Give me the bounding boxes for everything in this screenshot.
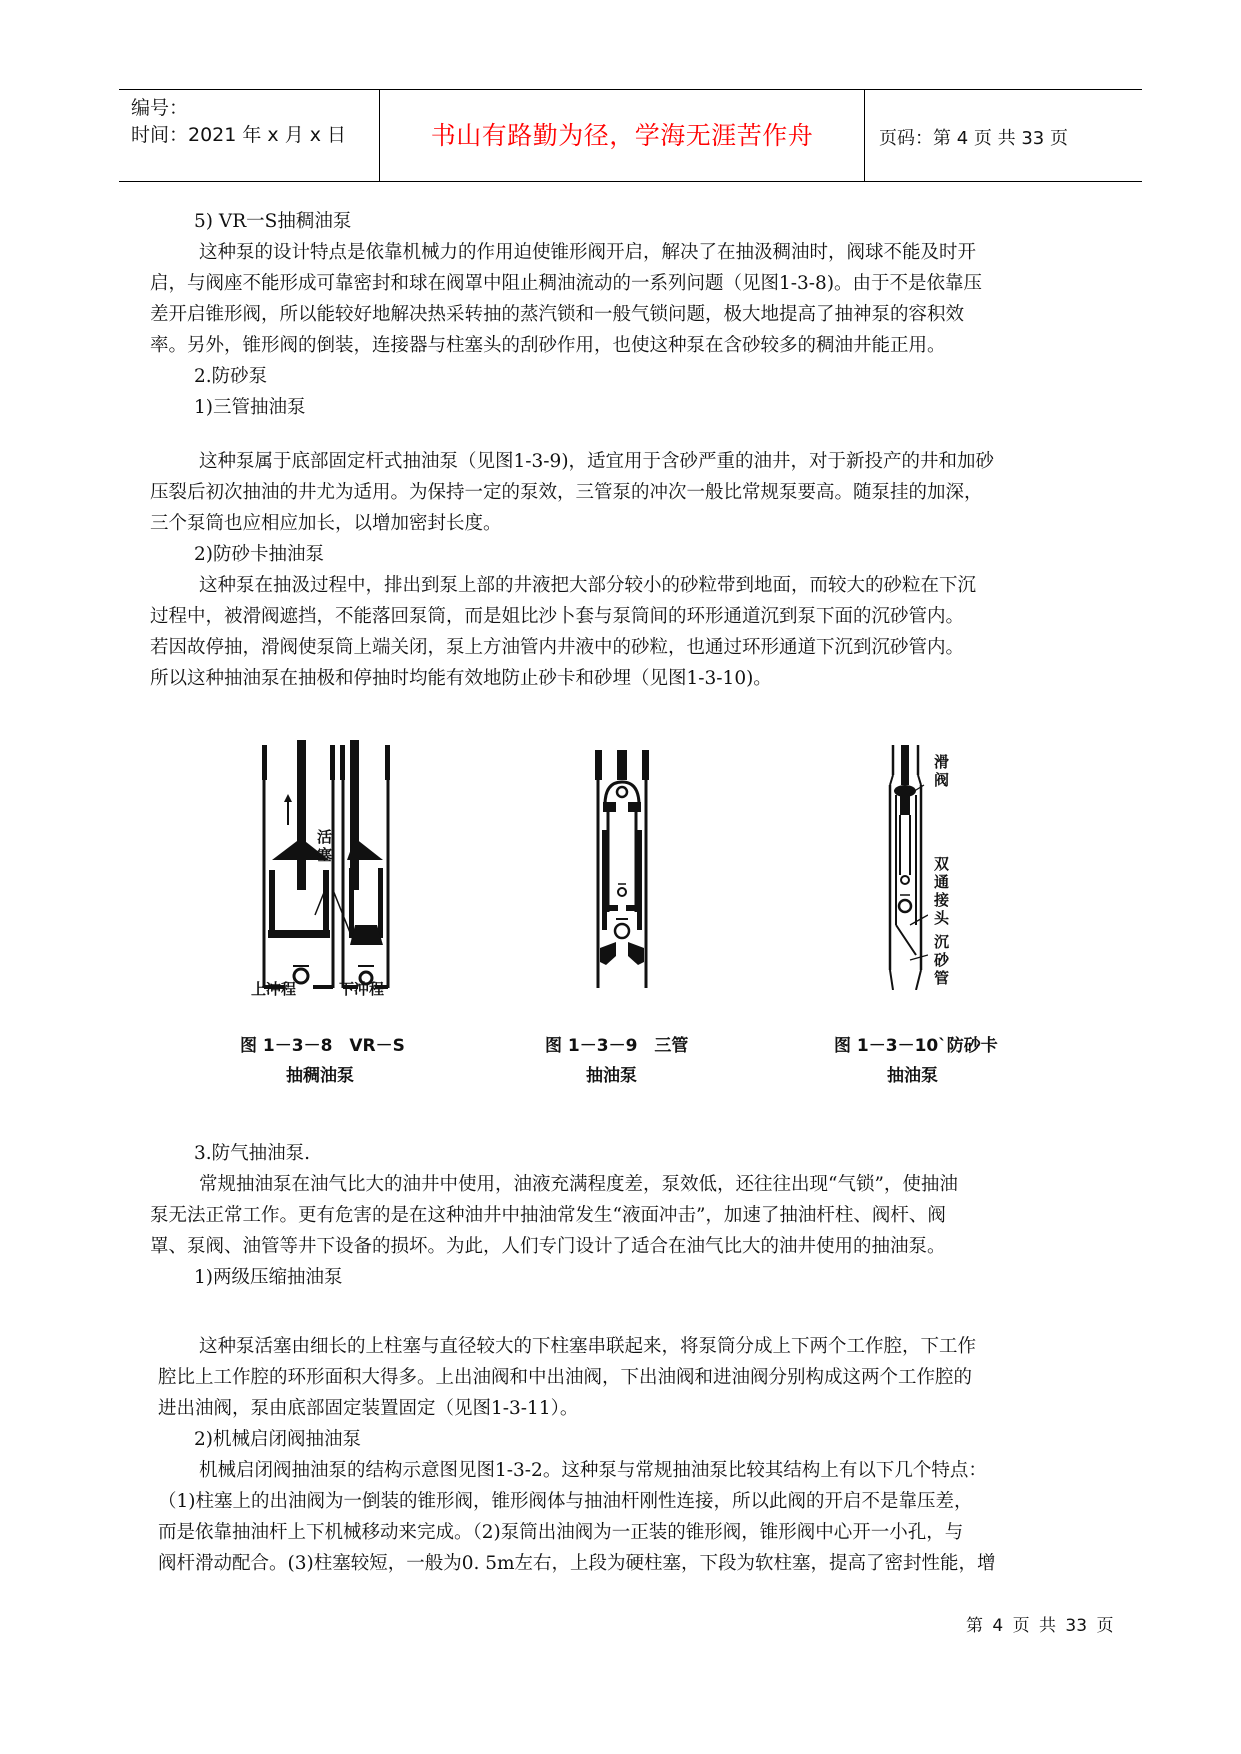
paragraph-line: 差开启锥形阀，所以能较好地解决热采转抽的蒸汽锁和一般气锁问题，极大地提高了抽神泵的容积效 [150,304,965,325]
paragraph-line: 启，与阀座不能形成可靠密封和球在阀罩中阻止稠油流动的一系列问题（见图1-3-8)。由于不是依靠压 [150,273,983,294]
page-footer: 第 4 页 共 33 页 [966,1616,1114,1636]
figure-1-3-9 [592,750,652,990]
paragraph-line: 这种泵在抽汲过程中，排出到泵上部的井液把大部分较小的砂粒带到地面，而较大的砂粒在下沉 [199,575,977,596]
paragraph-line: 这种泵属于底部固定杆式抽油泵（见图1-3-9)，适宜用于含砂严重的油井，对于新投产的井和加砂 [199,451,995,472]
paragraph-line: 这种泵活塞由细长的上柱塞与直径较大的下柱塞串联起来，将泵筒分成上下两个工作腔，下工作 [199,1336,977,1357]
three-tube-pump-diagram [592,750,652,990]
sand-proof-pump-diagram [888,745,928,990]
section-vr-s-pump [150,206,1110,423]
paragraph-line: 腔比上工作腔的环形面积大得多。上出油阀和中出油阀，下出油阀和进油阀分别构成这两个工作腔的 [158,1367,973,1388]
page-header [119,89,1142,182]
header-motto: 书山有路勤为径，学海无涯苦作舟 [430,121,814,150]
subsection-heading: 1)两级压缩抽油泵 [194,1267,343,1288]
section-heading: 2.防砂泵 [194,366,268,387]
paragraph-line: 阀杆滑动配合。(3)柱塞较短，一般为0. 5m左右，上段为硬柱塞，下段为软柱塞，提高了密封性能，增 [158,1553,996,1574]
subsection-heading: 2)机械启闭阀抽油泵 [194,1429,361,1450]
section-gas-proof-pump [150,1138,1110,1293]
label-slide-valve: 滑阀 [934,753,950,789]
paragraph-line: 而是依靠抽油杆上下机械移动来完成。（2)泵筒出油阀为一正装的锥形阀，锥形阀中心开一小孔，与 [158,1522,964,1543]
paragraph-line: 压裂后初次抽油的井尤为适用。为保持一定的泵效，三管泵的冲次一般比常规泵要高。随泵挂的加深， [150,482,983,503]
subsection-heading: 2)防砂卡抽油泵 [194,544,324,565]
figure-1-3-10-caption-line2: 抽油泵 [887,1066,938,1086]
paragraph-line: 这种泵的设计特点是依靠机械力的作用迫使锥形阀开启，解决了在抽汲稠油时，阀球不能及时开 [199,242,977,263]
paragraph-line: 三个泵筒也应相应加长，以增加密封长度。 [150,513,502,534]
figure-1-3-10 [888,745,950,990]
document-code-label: 编号： [131,97,189,119]
paragraph-line: 率。另外，锥形阀的倒装，连接器与柱塞头的刮砂作用，也使这种泵在含砂较多的稠油井能正用。 [150,335,946,356]
figure-1-3-9-caption-line2: 抽油泵 [586,1066,637,1086]
figure-1-3-9-caption-line1: 图 1－3－9 三管 [545,1036,689,1056]
figure-1-3-8-caption-line1: 图 1－3－8 VR－S [240,1036,405,1056]
header-right-cell [865,90,1142,181]
paragraph-line: 罩、泵阀、油管等井下设备的损坏。为此，人们专门设计了适合在油气比大的油井使用的抽油泵。 [150,1236,946,1257]
section-heading: 5) VR一S抽稠油泵 [194,211,352,232]
paragraph-line: （1)柱塞上的出油阀为一倒装的锥形阀，锥形阀体与抽油杆刚性连接，所以此阀的开启不是靠压差， [158,1491,973,1512]
header-page-number: 页码：第 4 页 共 33 页 [879,128,1068,149]
figure-1-3-8-caption-line2: 抽稠油泵 [286,1066,354,1086]
subsection-heading: 1)三管抽油泵 [194,397,306,418]
section-heading: 3.防气抽油泵. [194,1143,311,1164]
label-two-way-joint: 双通接头 [934,855,950,927]
paragraph-line: 若因故停抽，滑阀使泵筒上端关闭，泵上方油管内井液中的砂粒，也通过环形通道下沉到沉砂管内。 [150,637,965,658]
figure-1-3-10-caption-line1: 图 1－3－10ˋ防砂卡 [834,1036,998,1056]
label-sand-pipe: 沉砂管 [934,933,950,987]
label-piston: 活塞 [317,828,333,864]
label-upstroke: 上冲程 [251,980,297,998]
header-left-cell [119,90,379,181]
paragraph-line: 进出油阀，泵由底部固定装置固定（见图1-3-11）。 [158,1398,579,1419]
paragraph-line: 过程中，被滑阀遮挡，不能落回泵筒，而是姐比沙卜套与泵筒间的环形通道沉到泵下面的沉砂管内。 [150,606,965,627]
label-downstroke: 下冲程 [339,980,385,998]
figure-1-3-8 [251,740,405,998]
section-three-tube-pump [150,446,1110,694]
header-middle-cell [379,90,865,181]
section-two-stage-pump [150,1331,1110,1579]
document-date-label: 时间：2021 年 x 月 x 日 [131,124,347,146]
vr-s-pump-diagram [255,740,405,990]
paragraph-line: 泵无法正常工作。更有危害的是在这种油井中抽油常发生“液面冲击”，加速了抽油杆柱、阀杆、阀 [150,1205,946,1226]
paragraph-line: 常规抽油泵在油气比大的油井中使用，油液充满程度差，泵效低，还往往出现“气锁”，使抽油 [199,1174,958,1195]
paragraph-line: 机械启闭阀抽油泵的结构示意图见图1-3-2。这种泵与常规抽油泵比较其结构上有以下几个特点： [199,1460,987,1481]
paragraph-line: 所以这种抽油泵在抽极和停抽时均能有效地防止砂卡和砂埋（见图1-3-10)。 [150,668,772,689]
